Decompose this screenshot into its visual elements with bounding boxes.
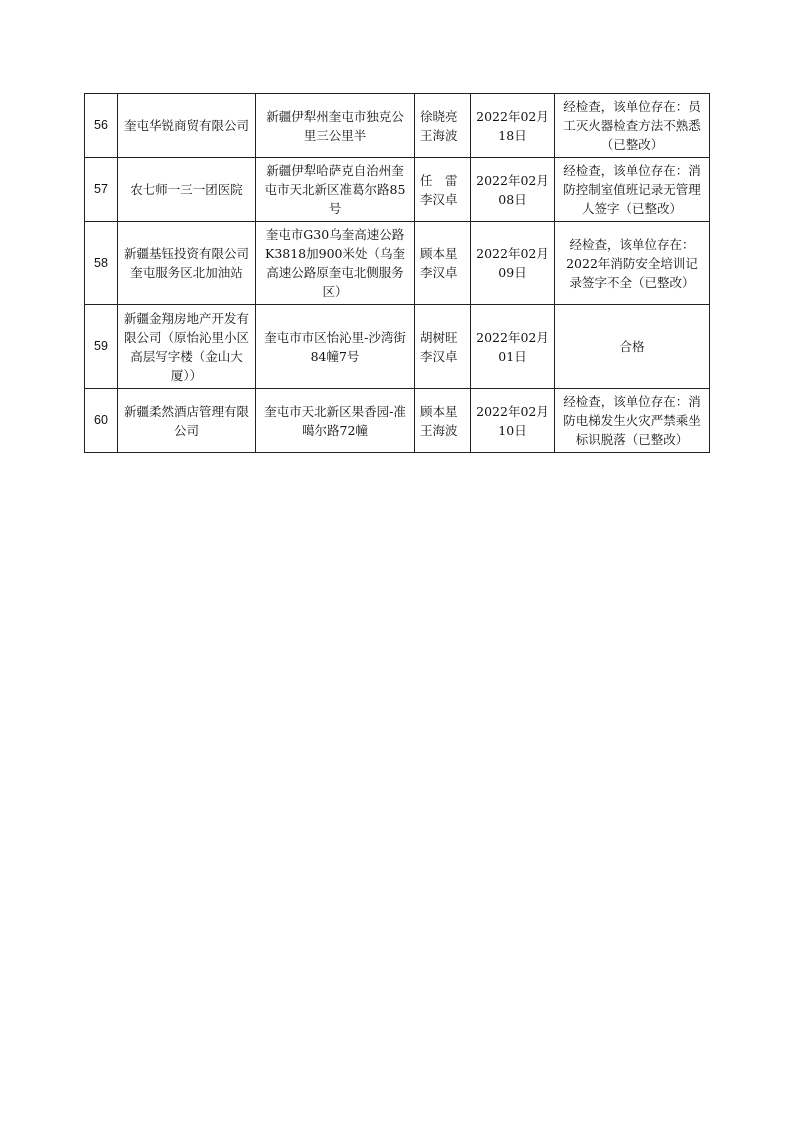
inspector-name: 徐晓亮 <box>420 108 458 124</box>
inspector-name: 王海波 <box>420 422 458 438</box>
inspection-result: 经检查，该单位存在：2022年消防安全培训记录签字不全（已整改） <box>555 222 710 305</box>
unit-address: 奎屯市G30乌奎高速公路K3818加900米处（乌奎高速公路原奎屯北侧服务区） <box>256 222 415 305</box>
unit-address: 新疆伊犁州奎屯市独克公里三公里半 <box>256 94 415 158</box>
inspector-name: 胡树旺 <box>420 329 458 345</box>
row-number: 57 <box>85 158 118 222</box>
unit-name: 新疆金翔房地产开发有限公司（原怡沁里小区高层写字楼（金山大厦）） <box>118 305 256 389</box>
table-row <box>85 158 710 222</box>
unit-address: 奎屯市市区怡沁里-沙湾街84幢7号 <box>256 305 415 389</box>
inspection-result: 经检查，该单位存在：消防电梯发生火灾严禁乘坐标识脱落（已整改） <box>555 389 710 453</box>
inspection-date: 2022年02月08日 <box>471 158 555 222</box>
inspectors-cell <box>415 222 471 305</box>
inspection-result: 经检查，该单位存在：员工灭火器检查方法不熟悉（已整改） <box>555 94 710 158</box>
inspector-name: 李汉卓 <box>420 348 458 364</box>
row-number: 60 <box>85 389 118 453</box>
inspector-name: 王海波 <box>420 127 458 143</box>
inspection-date: 2022年02月01日 <box>471 305 555 389</box>
unit-name: 奎屯华锐商贸有限公司 <box>118 94 256 158</box>
inspection-result: 合格 <box>555 305 710 389</box>
inspection-table <box>84 93 710 453</box>
inspector-name: 李汉卓 <box>420 265 458 280</box>
table-row <box>85 389 710 453</box>
unit-name: 新疆基钰投资有限公司奎屯服务区北加油站 <box>118 222 256 305</box>
row-number: 59 <box>85 305 118 389</box>
inspection-date: 2022年02月10日 <box>471 389 555 453</box>
inspector-name: 顾本星 <box>420 403 458 419</box>
unit-name: 农七师一三一团医院 <box>118 158 256 222</box>
inspector-name: 顾本星 <box>420 246 458 261</box>
row-number: 56 <box>85 94 118 158</box>
inspectors-cell <box>415 94 471 158</box>
table-row <box>85 94 710 158</box>
table-row <box>85 222 710 305</box>
inspectors-cell <box>415 389 471 453</box>
unit-address: 新疆伊犁哈萨克自治州奎屯市天北新区准葛尔路85号 <box>256 158 415 222</box>
table-row <box>85 305 710 389</box>
inspection-result: 经检查，该单位存在：消防控制室值班记录无管理人签字（已整改） <box>555 158 710 222</box>
inspector-name: 李汉卓 <box>420 191 458 207</box>
unit-address: 奎屯市天北新区果香园-准噶尔路72幢 <box>256 389 415 453</box>
inspector-name: 任 雷 <box>420 172 458 188</box>
row-number: 58 <box>85 222 118 305</box>
inspection-date: 2022年02月09日 <box>471 222 555 305</box>
unit-name: 新疆柔然酒店管理有限公司 <box>118 389 256 453</box>
inspectors-cell <box>415 305 471 389</box>
inspection-date: 2022年02月18日 <box>471 94 555 158</box>
inspectors-cell <box>415 158 471 222</box>
